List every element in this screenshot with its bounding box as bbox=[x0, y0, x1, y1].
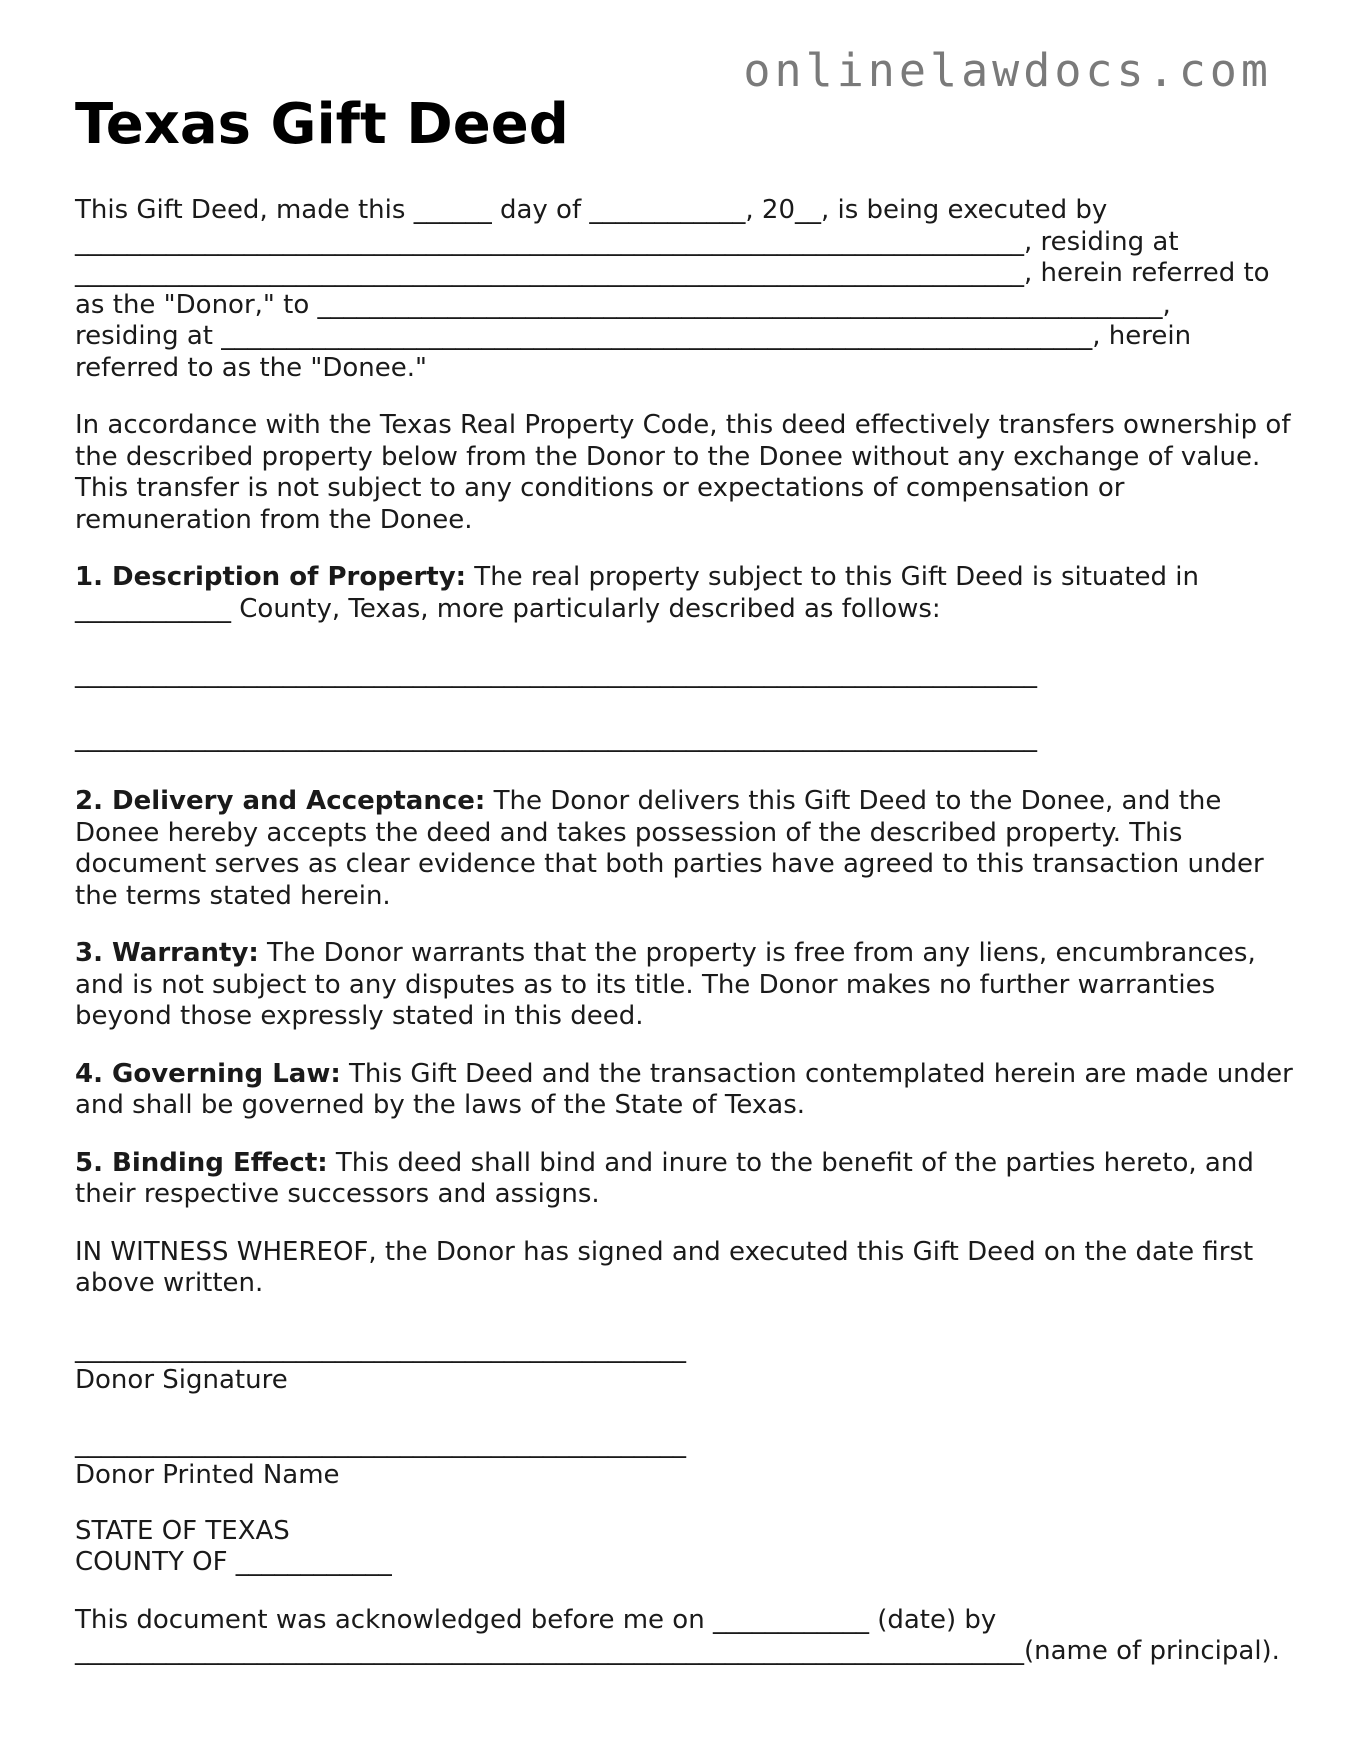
donor-signature-label: Donor Signature bbox=[75, 1365, 288, 1395]
acknowledgment-line-2: _________________________________________________________________________(name of principal). bbox=[75, 1636, 1280, 1666]
intro-paragraph bbox=[75, 195, 1295, 384]
section-text: The real property subject to this Gift Deed is situated in bbox=[466, 562, 1199, 592]
notary-state: STATE OF TEXAS bbox=[75, 1515, 290, 1546]
section-governing-law bbox=[75, 1059, 1295, 1122]
donor-signature-line: _______________________________________________ bbox=[75, 1333, 686, 1364]
intro-line-6: referred to as the "Donee." bbox=[75, 352, 428, 383]
intro-line-2: _________________________________________________________________________, residing at bbox=[75, 226, 1179, 257]
intro-line-5: residing at ___________________________________________________________________, herein bbox=[75, 321, 1192, 351]
document-title: Texas Gift Deed bbox=[75, 92, 569, 157]
county-line: ____________ County, Texas, more particularly described as follows: bbox=[75, 593, 941, 624]
section-heading: 5. Binding Effect: bbox=[75, 1147, 328, 1178]
section-text: The Donor delivers this Gift Deed to the Donee, and the Donee hereby accepts the deed and takes possession of the described property. This document serves as clear evidence that both parties have agreed to this transaction under the terms stated herein. bbox=[75, 786, 1264, 911]
notary-venue bbox=[75, 1516, 1295, 1579]
section-delivery-and-acceptance bbox=[75, 786, 1295, 912]
section-heading: 2. Delivery and Acceptance: bbox=[75, 786, 486, 816]
section-warranty bbox=[75, 938, 1295, 1033]
section-text: This Gift Deed and the transaction contemplated herein are made under and shall be governed by the laws of the State of Texas. bbox=[75, 1058, 1293, 1120]
section-heading: 4. Governing Law: bbox=[75, 1058, 341, 1089]
intro-line-3: _________________________________________________________________________, herein referred to bbox=[75, 258, 1270, 288]
document-page bbox=[75, 92, 1295, 1694]
section-description-of-property bbox=[75, 562, 1295, 625]
notary-acknowledgment bbox=[75, 1605, 1295, 1668]
donor-printed-name-label: Donor Printed Name bbox=[75, 1460, 340, 1490]
intro-line-1: This Gift Deed, made this ______ day of ____________, 20__, is being executed by bbox=[75, 195, 1108, 225]
section-binding-effect bbox=[75, 1148, 1295, 1211]
section-heading: 3. Warranty: bbox=[75, 938, 259, 968]
property-blank-line: __________________________________________________________________________ bbox=[75, 659, 1037, 689]
property-blank-line: __________________________________________________________________________ bbox=[75, 722, 1037, 753]
acknowledgment-line-1: This document was acknowledged before me on ____________ (date) by bbox=[75, 1604, 997, 1635]
accordance-paragraph: In accordance with the Texas Real Property Code, this deed effectively transfers ownership of the described property below from the Donor to the Donee without any exchange of value. This transfer is not subject to any conditions or expectations of compensation or remuneration from the Donee. bbox=[75, 410, 1291, 535]
property-description-blanks bbox=[75, 635, 1295, 754]
donor-printed-name-line: _______________________________________________ bbox=[75, 1428, 686, 1459]
section-text: This deed shall bind and inure to the benefit of the parties hereto, and their respective successors and assigns. bbox=[75, 1147, 1254, 1209]
section-text: The Donor warrants that the property is free from any liens, encumbrances, and is not subject to any disputes as to its title. The Donor makes no further warranties beyond those expressly stated in this deed. bbox=[75, 938, 1256, 1031]
notary-county: COUNTY OF ____________ bbox=[75, 1547, 392, 1577]
witness-paragraph: IN WITNESS WHEREOF, the Donor has signed and executed this Gift Deed on the date first above written. bbox=[75, 1236, 1254, 1298]
watermark: onlinelawdocs.com bbox=[743, 44, 1272, 97]
intro-line-4: as the "Donor," to _________________________________________________________________, bbox=[75, 289, 1171, 320]
signature-block bbox=[75, 1334, 1295, 1492]
section-heading: 1. Description of Property: bbox=[75, 562, 467, 592]
